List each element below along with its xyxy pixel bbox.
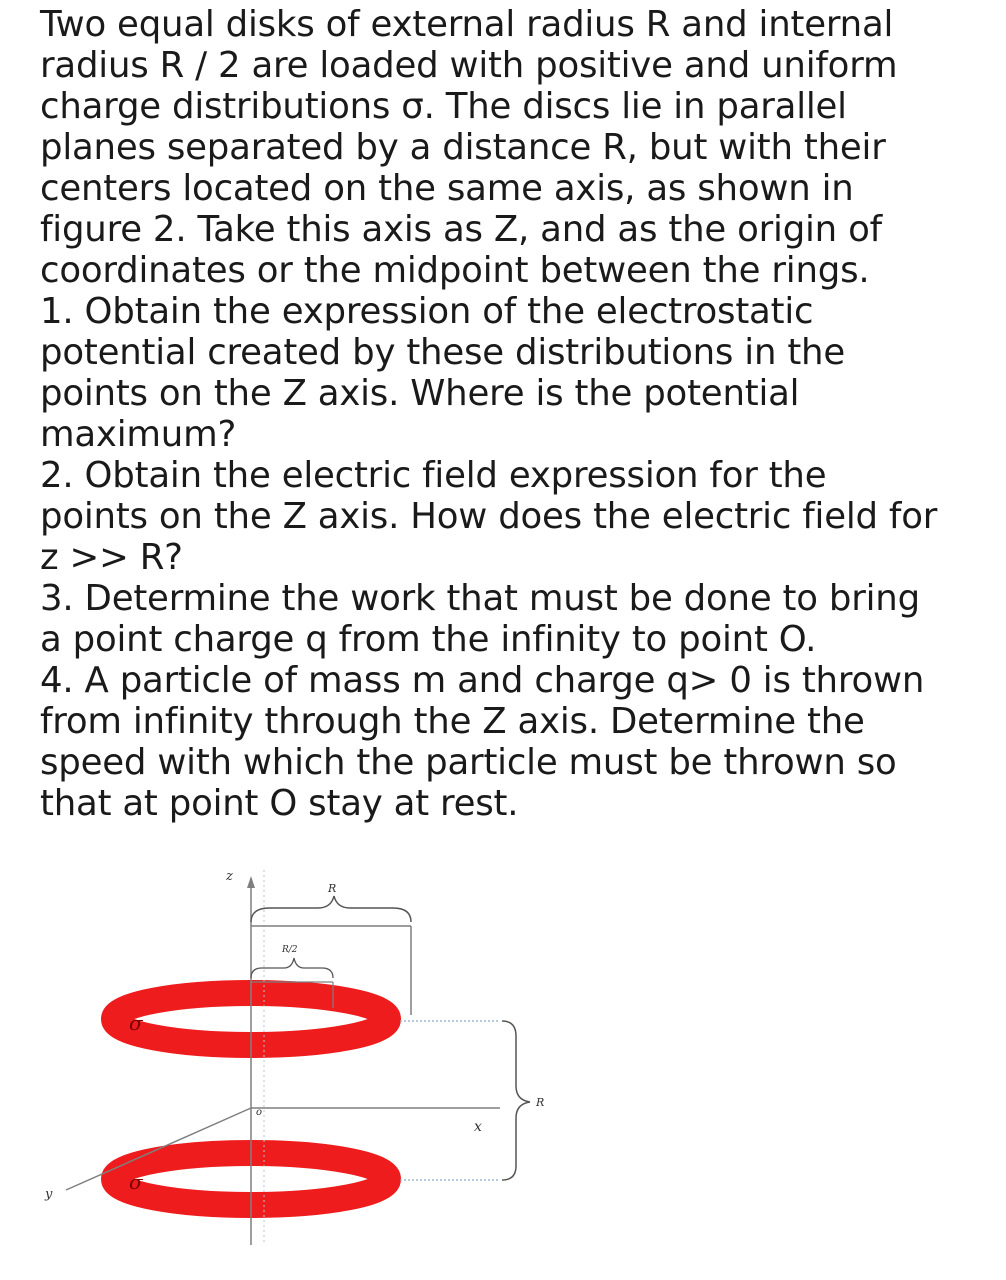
disks-figure bbox=[0, 850, 1006, 1270]
text-line: planes separated by a distance R, but with their bbox=[40, 127, 886, 168]
x-axis-label: x bbox=[474, 1119, 482, 1135]
z-axis-arrow bbox=[247, 876, 255, 888]
y-axis-label: y bbox=[45, 1187, 53, 1202]
problem-statement bbox=[40, 4, 980, 824]
text-line: Two equal disks of external radius R and internal bbox=[40, 4, 894, 45]
question-1-line: 1. Obtain the expression of the electrostatic bbox=[40, 291, 814, 332]
question-1-line: points on the Z axis. Where is the potential bbox=[40, 373, 800, 414]
question-2-line: 2. Obtain the electric field expression for the bbox=[40, 455, 827, 496]
inner-radius-brace bbox=[251, 958, 333, 978]
question-1-line: maximum? bbox=[40, 414, 237, 455]
sigma-top-label: σ bbox=[129, 1011, 143, 1035]
inner-radius-label: R/2 bbox=[282, 945, 298, 955]
text-line: coordinates or the midpoint between the rings. bbox=[40, 250, 870, 291]
question-4-line: speed with which the particle must be thrown so bbox=[40, 742, 897, 783]
question-2-line: points on the Z axis. How does the electric field for bbox=[40, 496, 938, 537]
question-3-line: a point charge q from the infinity to point O. bbox=[40, 619, 817, 660]
question-2-line: z >> R? bbox=[40, 537, 183, 578]
question-4-line: 4. A particle of mass m and charge q> 0 is thrown bbox=[40, 660, 925, 701]
separation-label: R bbox=[536, 1096, 545, 1109]
z-axis-label: z bbox=[226, 869, 233, 884]
text-line: figure 2. Take this axis as Z, and as the origin of bbox=[40, 209, 882, 250]
outer-radius-brace bbox=[251, 896, 411, 922]
outer-radius-label: R bbox=[328, 882, 337, 895]
text-line: radius R / 2 are loaded with positive and uniform bbox=[40, 45, 898, 86]
text-line: centers located on the same axis, as shown in bbox=[40, 168, 854, 209]
sigma-bottom-label: σ bbox=[129, 1170, 143, 1194]
question-3-line: 3. Determine the work that must be done to bring bbox=[40, 578, 920, 619]
text-line: charge distributions σ. The discs lie in parallel bbox=[40, 86, 847, 127]
question-4-line: that at point O stay at rest. bbox=[40, 783, 519, 824]
question-1-line: potential created by these distributions in the bbox=[40, 332, 846, 373]
origin-label: o bbox=[256, 1107, 263, 1118]
separation-brace bbox=[502, 1021, 530, 1180]
question-4-line: from infinity through the Z axis. Determine the bbox=[40, 701, 865, 742]
